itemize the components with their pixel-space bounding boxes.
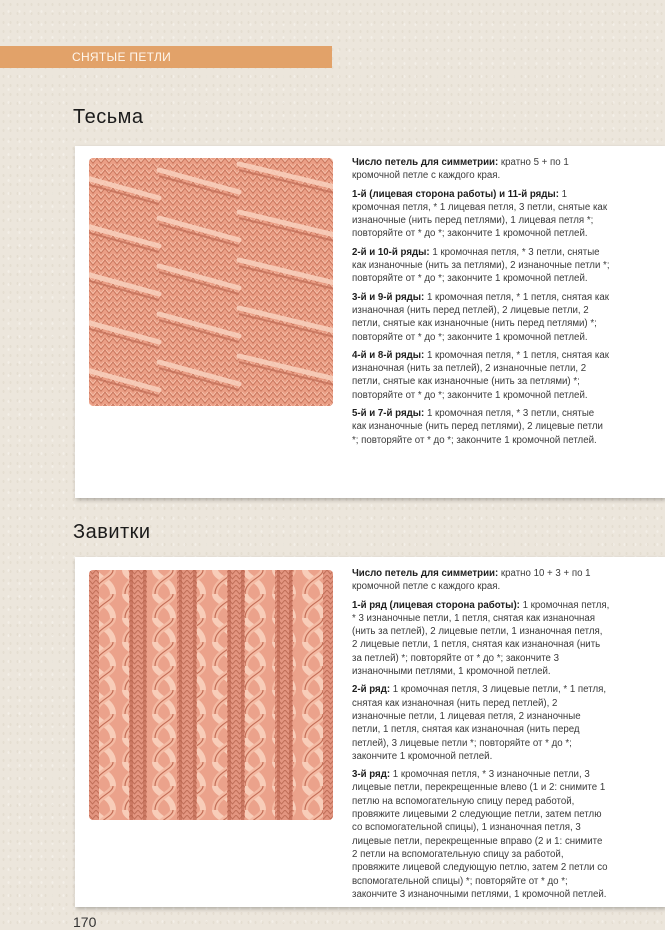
symmetry-label: Число петель для симметрии: [352, 157, 499, 168]
page-number: 170 [73, 914, 97, 930]
row-label: 5-й и 7-й ряды: [352, 408, 425, 420]
row-text: 1 кромочная петля, * 3 петли, снятые как изнаночные (нить перед петлями), 2 лицевые петли *; повторяйте от * до *; закончите 1 кромочной петлей. [352, 408, 603, 446]
row-text: 1 кромочная петля, * 3 изнаночные петли, 3 лицевые петли, перекрещенные влево (1 и 2: снимите 1 петлю на вспомогательную спицу перед работой, провяжите лицевыми 2 следующие петли, затем петлю со вспомогательной спицы), 1 изнаночная петля, 3 лицевые петли, перекрещенные вправо (2 и 1: снимите 2 петли на вспомогательную спицу за работой, провяжите лицевой следующую петлю, затем 2 петли со вспомогательной спицы) *; повторяйте от * до *; закончите 3 изнаночными петлями, 1 кромочной петлей. [352, 769, 608, 900]
pattern-card-tesma [75, 146, 665, 498]
symmetry-label: Число петель для симметрии: [352, 568, 499, 579]
knit-photo-zavitki [89, 570, 333, 820]
row-label: 3-й и 9-й ряды: [352, 291, 425, 303]
row-label: 2-й и 10-й ряды: [352, 246, 430, 258]
row-label: 4-й и 8-й ряды: [352, 349, 425, 361]
pattern-card-zavitki [75, 557, 665, 907]
knit-photo-tesma [89, 158, 333, 406]
section-header-bar [0, 46, 332, 68]
row-text: 1 кромочная петля, * 1 петля, снятая как изнаночная (нить перед петлей), 2 лицевые петли, 2 петли, снятые как изнаночные (нить перед петлями) *; повторяйте от * до *; закончите 1 кромочной петлей. [352, 291, 609, 343]
row-label: 2-й ряд: [352, 684, 391, 696]
row-label: 1-й ряд (лицевая сторона работы): [352, 599, 520, 611]
section-header-label: СНЯТЫЕ ПЕТЛИ [72, 50, 172, 64]
row-text: 1 кромочная петля, * 3 изнаночные петли, 1 петля, снятая как изнаночная (нить за петлей), 2 лицевые петли, 1 изнаночная петля, 2 лицевые петли, 1 петля, снятая как изнаночная (нить за петлей) *; повторяйте от * до *; закончите 3 изнаночными петлями, 1 кромочной петлей. [352, 599, 610, 678]
symmetry-text: кратно 10 + 3 + по 1 кромочной петле с каждого края. [352, 568, 591, 593]
instructions-zavitki [352, 567, 610, 906]
row-text: 1 кромочная петля, 3 лицевые петли, * 1 петля, снятая как изнаночная (нить перед петлей), 2 изнаночные петли, 1 лицевая петля, 2 изнаночные петли, 1 петля, снятая как изнаночная (нить перед петлей), 3 лицевые петли *; повторяйте от * до *; закончите 1 кромочной петлей. [352, 684, 607, 762]
row-text: 1 кромочная петля, * 3 петли, снятые как изнаночные (нить за петлями), 2 изнаночные петли *; повторяйте от * до *; закончите 1 кромочной петлей. [352, 246, 610, 285]
row-text: 1 кромочная петля, * 1 петля, снятая как изнаночная (нить за петлей), 2 изнаночные петли, 2 петли, снятые как изнаночные (нить за петлями) *; повторяйте от * до *; закончите 1 кромочной петлей. [352, 349, 609, 401]
row-label: 1-й (лицевая сторона работы) и 11-й ряды: [352, 188, 559, 200]
row-text: 1 кромочная петля, * 1 лицевая петля, 3 петли, снятые как изнаночные (нить перед петлями), 1 лицевая петля *; повторяйте от * до *; закончите 1 кромочной петлей. [352, 188, 608, 240]
instructions-tesma [352, 156, 610, 452]
pattern-title-zavitki: Завитки [73, 521, 151, 543]
pattern-title-tesma: Тесьма [73, 106, 144, 128]
row-label: 3-й ряд: [352, 769, 391, 781]
symmetry-text: кратно 5 + по 1 кромочной петле с каждого края. [352, 157, 569, 182]
